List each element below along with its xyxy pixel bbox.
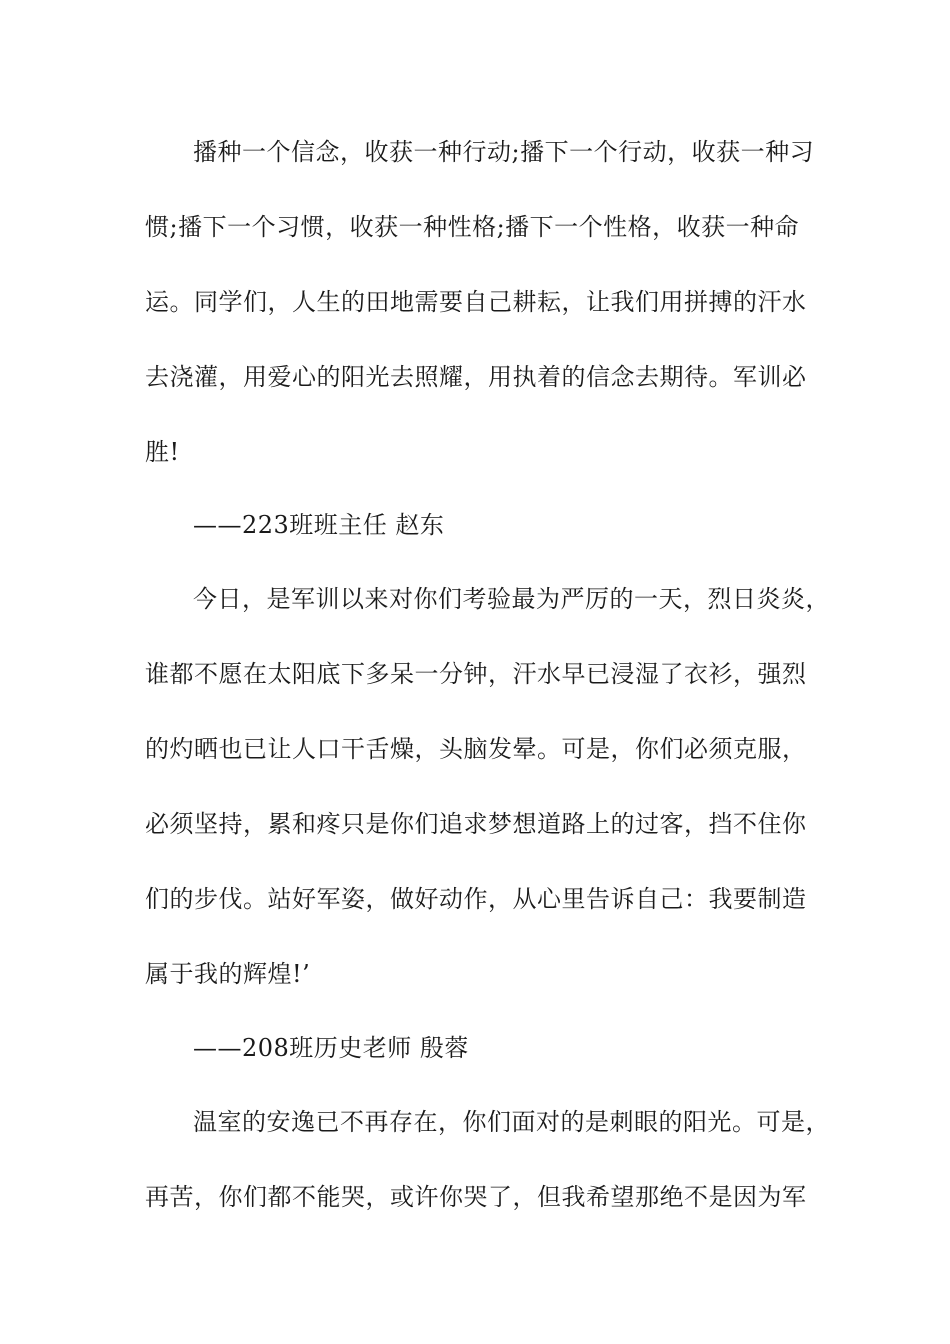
paragraph-1-line-2: 惯;播下一个习惯，收获一种性格;播下一个性格，收获一种命 bbox=[145, 213, 800, 241]
paragraph-3-line-2: 再苦，你们都不能哭，或许你哭了，但我希望那绝不是因为军 bbox=[145, 1183, 807, 1211]
signature-1: ——223班班主任 赵东 bbox=[193, 511, 445, 539]
paragraph-2-line-2: 谁都不愿在太阳底下多呆一分钟，汗水早已浸湿了衣衫，强烈 bbox=[145, 660, 807, 688]
paragraph-1-line-3: 运。同学们，人生的田地需要自己耕耘，让我们用拼搏的汗水 bbox=[145, 288, 807, 316]
paragraph-1-line-1: 播种一个信念，收获一种行动;播下一个行动，收获一种习 bbox=[193, 138, 815, 166]
paragraph-3-line-1: 温室的安逸已不再存在，你们面对的是刺眼的阳光。可是， bbox=[193, 1108, 830, 1136]
paragraph-2-line-5: 们的步伐。站好军姿，做好动作，从心里告诉自己：我要制造 bbox=[145, 885, 807, 913]
paragraph-2-line-3: 的灼晒也已让人口干舌燥，头脑发晕。可是，你们必须克服， bbox=[145, 735, 807, 763]
paragraph-2-line-6: 属于我的辉煌!’ bbox=[145, 960, 311, 988]
paragraph-2-line-4: 必须坚持，累和疼只是你们追求梦想道路上的过客，挡不住你 bbox=[145, 810, 807, 838]
paragraph-1-line-4: 去浇灌，用爱心的阳光去照耀，用执着的信念去期待。军训必 bbox=[145, 363, 807, 391]
paragraph-1-line-5: 胜! bbox=[145, 438, 180, 466]
paragraph-2-line-1: 今日，是军训以来对你们考验最为严厉的一天，烈日炎炎， bbox=[193, 585, 830, 613]
signature-2: ——208班历史老师 殷蓉 bbox=[193, 1034, 469, 1062]
